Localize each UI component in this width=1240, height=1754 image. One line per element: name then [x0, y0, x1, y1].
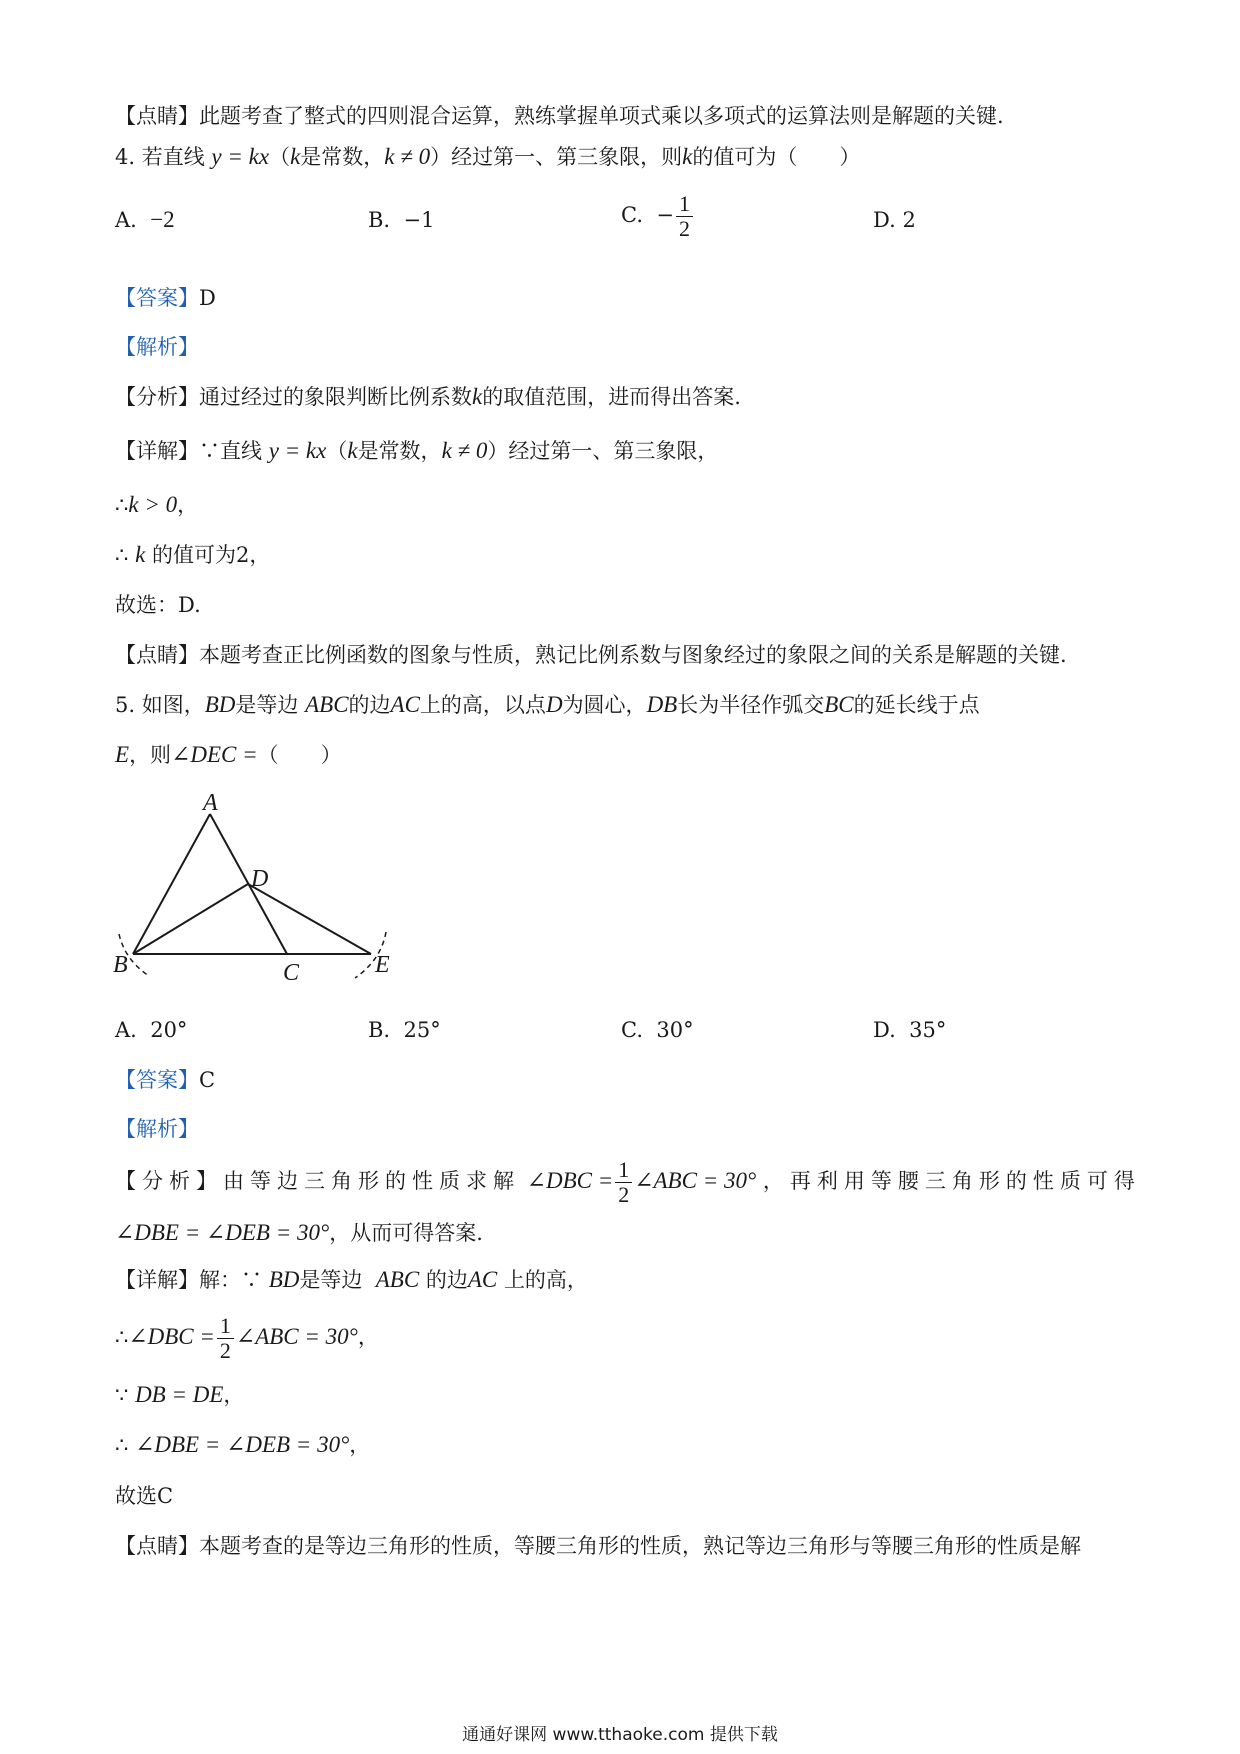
q5-step2	[115, 1380, 244, 1410]
xiangjie-tag: 【详解】	[115, 1268, 199, 1292]
fenxi-tag: 【分析】	[115, 1169, 223, 1193]
q5-dianjing	[115, 1531, 1081, 1561]
q5-var: ABC	[305, 692, 349, 717]
xiangjie-text: 解：∵	[199, 1268, 262, 1292]
q5-text: 的延长线于点	[853, 693, 980, 717]
therefore-symbol: ∴	[115, 1325, 129, 1349]
answer-tag: 【答案】	[115, 1068, 199, 1092]
answer-value: D	[199, 286, 216, 310]
option-value: 30°	[656, 1018, 694, 1042]
xiangjie-text: 的边	[425, 1268, 468, 1292]
xiangjie-text: ）经过第一、第三象限，	[487, 439, 719, 463]
q5-stem-line1	[115, 690, 980, 720]
q5-answer	[115, 1065, 215, 1095]
segment-de	[248, 884, 371, 954]
option-letter: A.	[115, 1018, 137, 1042]
xiangjie-text: 是等边	[299, 1268, 363, 1292]
step-tail: ，	[357, 1325, 379, 1349]
q4-dianjing	[115, 640, 1067, 670]
q4-option-d	[873, 205, 916, 235]
option-value: 2	[902, 208, 916, 232]
q4-text: ）经过第一、第三象限，则	[430, 145, 683, 169]
segment-bd	[133, 884, 248, 954]
q4-xiangjie	[115, 436, 718, 466]
q5-text: ，则	[129, 743, 172, 767]
dianjing-tag: 【点睛】	[115, 1534, 199, 1558]
fraction-denominator: 2	[678, 216, 690, 241]
xiangjie-condition: k ≠ 0	[441, 438, 488, 463]
fenxi-fraction	[615, 1158, 632, 1207]
q4-number: 4.	[115, 145, 136, 169]
q5-text: 如图，	[141, 693, 205, 717]
q5-var: AC	[390, 692, 420, 717]
xiangjie-text: 是常数，	[357, 439, 442, 463]
dianjing-text: 此题考查了整式的四则混合运算，熟练掌握单项式乘以多项式的运算法则是解题的关键.	[199, 104, 1004, 128]
fenxi-k: k	[472, 384, 483, 409]
step-text: 的值可为2，	[151, 543, 271, 567]
option-letter: B.	[368, 1018, 391, 1042]
q5-fenxi-line1	[115, 1158, 1141, 1207]
option-sign: −	[656, 203, 674, 227]
q5-step1	[115, 1314, 379, 1363]
option-value: −1	[403, 208, 435, 232]
step-tail: ，	[349, 1433, 371, 1457]
step-equation: DB = DE	[135, 1382, 224, 1407]
label-a: A	[203, 790, 218, 816]
q5-text: （ ）	[257, 743, 342, 767]
therefore-symbol: ∴	[115, 543, 129, 567]
q5-fenxi-line2	[115, 1218, 483, 1248]
answer-tag: 【答案】	[115, 286, 199, 310]
q5-option-a	[115, 1015, 187, 1045]
q5-text: 长为半径作弧交	[677, 693, 825, 717]
q4-equation: y = kx	[211, 144, 270, 169]
option-value: 35°	[909, 1018, 947, 1042]
step-k: k	[135, 542, 146, 567]
fenxi-equation: ∠DBE = ∠DEB = 30°	[115, 1220, 330, 1245]
q5-var: DB	[646, 692, 678, 717]
step-expression: k > 0	[128, 492, 178, 517]
option-value: −2	[150, 207, 175, 232]
xiangjie-equation: y = kx	[268, 438, 327, 463]
q5-option-d	[873, 1015, 946, 1045]
q4-option-b	[368, 205, 434, 235]
option-letter: C.	[621, 203, 643, 227]
prev-dianjing-line	[115, 101, 1004, 131]
dianjing-text: 本题考查的是等边三角形的性质，等腰三角形的性质，熟记等边三角形与等腰三角形的性质是解	[199, 1534, 1081, 1558]
fenxi-text: 由等边三角形的性质求解	[223, 1169, 520, 1193]
answer-value: C	[199, 1068, 216, 1092]
q4-answer	[115, 283, 216, 313]
step-equation: ∠ABC = 30°	[235, 1324, 358, 1349]
q4-condition: k ≠ 0	[384, 144, 431, 169]
step-equation: ∠DBE = ∠DEB = 30°	[135, 1432, 350, 1457]
q4-fenxi	[115, 382, 741, 412]
q5-xiangjie	[115, 1265, 588, 1295]
step-tail: ，	[223, 1383, 245, 1407]
q4-step2	[115, 540, 270, 570]
fenxi-text: 通过经过的象限判断比例系数	[199, 385, 472, 409]
q4-text: 的值可为（ ）	[692, 145, 861, 169]
option-letter: C.	[621, 1018, 643, 1042]
q4-jiexi-tag: 【解析】	[115, 335, 199, 359]
fenxi-text: 的取值范围，进而得出答案.	[482, 385, 741, 409]
xiangjie-text: ∵直线	[199, 439, 262, 463]
because-symbol: ∵	[115, 1383, 129, 1407]
option-letter: D.	[873, 1018, 896, 1042]
q5-text: 的边	[348, 693, 391, 717]
q5-text: 上的高，以点	[419, 693, 546, 717]
q4-k: k	[290, 144, 301, 169]
xiangjie-text: 上的高，	[503, 1268, 588, 1292]
q5-stem-line2	[115, 740, 342, 770]
page-footer: 通通好课网 www.tthaoke.com 提供下载	[462, 1725, 778, 1745]
label-b: B	[113, 952, 128, 978]
q5-var: BD	[204, 692, 236, 717]
q5-step3	[115, 1430, 370, 1460]
fenxi-text: ，从而可得答案.	[329, 1221, 483, 1245]
fraction-denominator: 2	[618, 1182, 630, 1207]
fraction-denominator: 2	[219, 1338, 231, 1363]
q5-var: D	[545, 692, 563, 717]
option-fraction	[676, 192, 693, 241]
q5-var: E	[115, 742, 130, 767]
q5-angle: ∠DEC =	[171, 742, 258, 767]
fraction-numerator: 1	[615, 1158, 632, 1183]
fenxi-equation: ∠DBC =	[526, 1168, 614, 1193]
xiangjie-tag: 【详解】	[115, 439, 199, 463]
label-d: D	[251, 866, 269, 892]
fraction-numerator: 1	[217, 1314, 234, 1339]
q5-text: 为圆心，	[562, 693, 647, 717]
q4-stem	[115, 142, 860, 172]
dianjing-tag: 【点睛】	[115, 104, 199, 128]
q4-choose: 故选：D.	[115, 593, 201, 617]
xiangjie-k: k	[347, 438, 358, 463]
option-value: 25°	[403, 1018, 441, 1042]
therefore-symbol: ∴	[115, 1433, 129, 1457]
xiangjie-var: ABC	[375, 1267, 420, 1292]
step-fraction	[217, 1314, 234, 1363]
q5-choose: 故选C	[115, 1484, 174, 1508]
fenxi-equation: ∠ABC = 30°	[634, 1168, 757, 1193]
fenxi-text: ，再利用等腰三角形的性质可得	[762, 1169, 1141, 1193]
q5-option-c	[621, 1015, 694, 1045]
therefore-symbol: ∴	[115, 493, 129, 517]
q4-text: 是常数，	[300, 145, 385, 169]
q4-k: k	[682, 144, 693, 169]
q5-option-b	[368, 1015, 441, 1045]
q5-var: BC	[824, 692, 854, 717]
q5-text: 是等边	[235, 693, 299, 717]
option-letter: D.	[873, 208, 896, 232]
fenxi-tag: 【分析】	[115, 385, 199, 409]
option-letter: A.	[115, 208, 137, 232]
xiangjie-var: BD	[268, 1267, 300, 1292]
q4-step1	[115, 490, 198, 520]
q4-option-a	[115, 205, 175, 235]
segment-ab	[133, 814, 210, 954]
q5-number: 5.	[115, 693, 136, 717]
q4-text: 若直线	[141, 145, 205, 169]
dianjing-text: 本题考查正比例函数的图象与性质，熟记比例系数与图象经过的象限之间的关系是解题的关键.	[199, 643, 1067, 667]
q5-jiexi-tag: 【解析】	[115, 1117, 199, 1141]
step-equation: ∠DBC =	[128, 1324, 215, 1349]
xiangjie-var: AC	[467, 1267, 498, 1292]
dianjing-tag: 【点睛】	[115, 643, 199, 667]
option-letter: B.	[368, 208, 391, 232]
label-c: C	[283, 960, 300, 986]
fraction-numerator: 1	[676, 192, 693, 217]
q4-option-c	[621, 192, 695, 241]
option-value: 20°	[150, 1018, 188, 1042]
step-tail: ，	[177, 493, 199, 517]
label-e: E	[375, 952, 390, 978]
xiangjie-text: （	[326, 439, 348, 463]
q4-text: （	[269, 145, 291, 169]
triangle-figure	[105, 790, 425, 990]
